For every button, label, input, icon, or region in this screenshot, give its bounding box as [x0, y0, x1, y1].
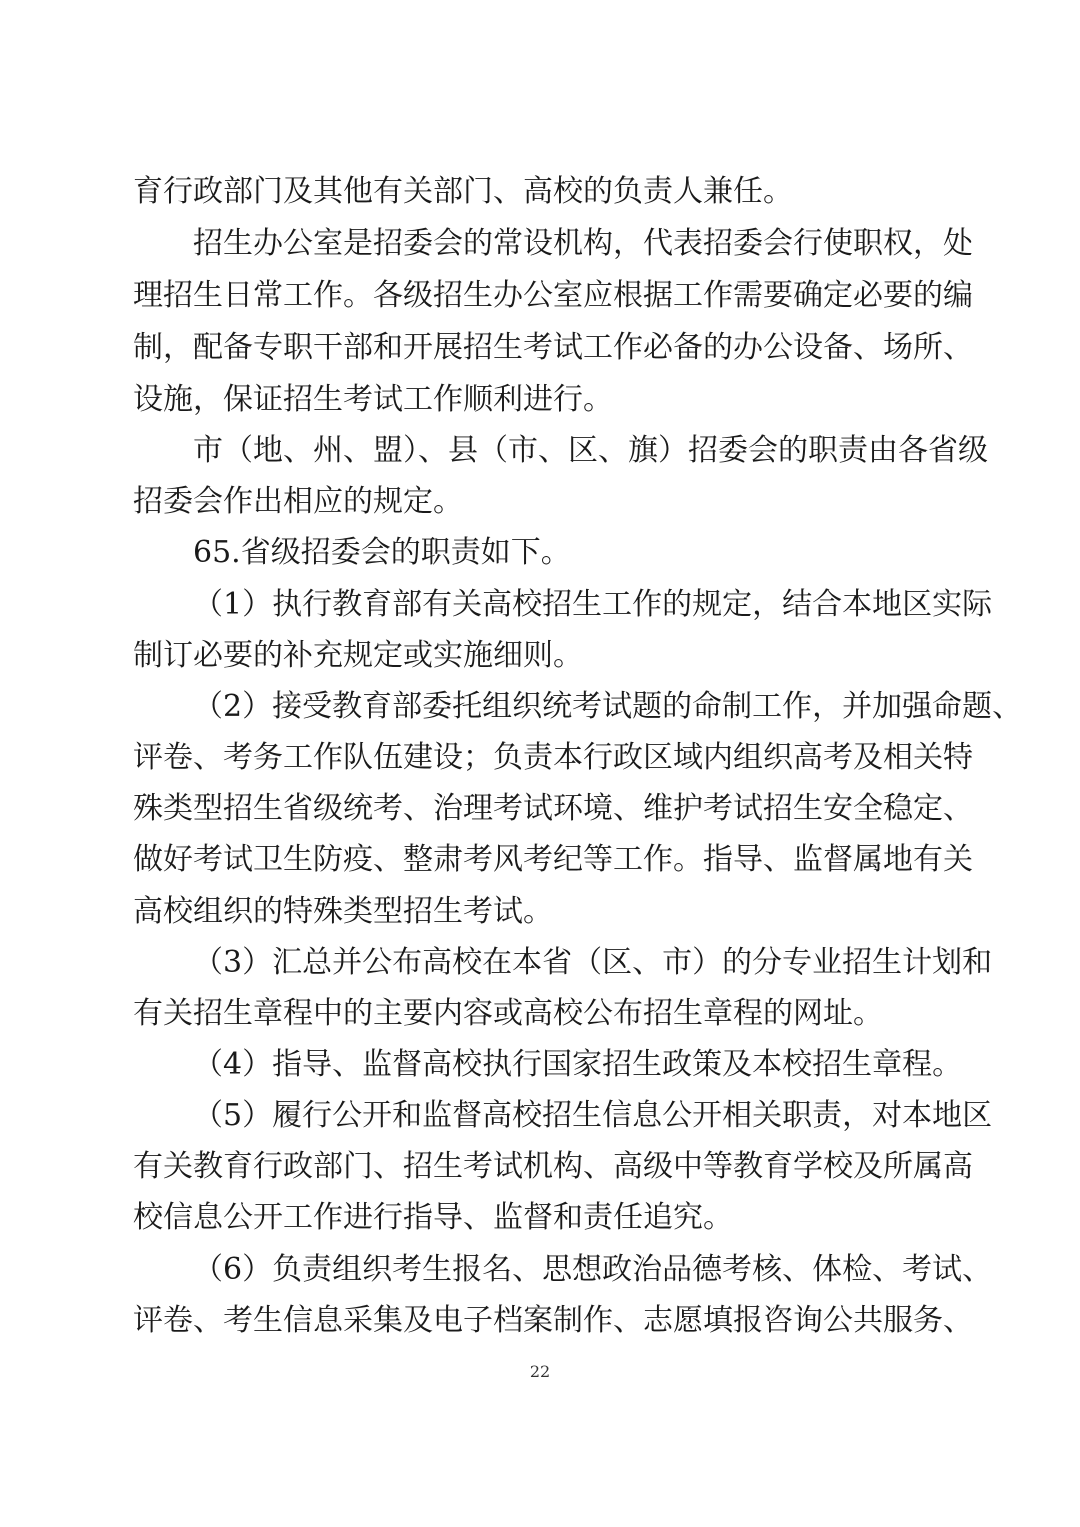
text-line: 有关教育行政部门、招生考试机构、高级中等教育学校及所属高 [133, 1149, 973, 1184]
text-line: 制，配备专职干部和开展招生考试工作必备的办公设备、场所、 [133, 330, 973, 365]
text-line: （4）指导、监督高校执行国家招生政策及本校招生章程。 [193, 1047, 963, 1082]
text-line: 有关招生章程中的主要内容或高校公布招生章程的网址。 [133, 996, 883, 1031]
text-line: （1）执行教育部有关高校招生工作的规定，结合本地区实际 [193, 587, 993, 622]
text-line: 招生办公室是招委会的常设机构，代表招委会行使职权，处 [193, 226, 973, 261]
text-line: （3）汇总并公布高校在本省（区、市）的分专业招生计划和 [193, 945, 993, 980]
text-line: 设施，保证招生考试工作顺利进行。 [133, 382, 613, 417]
text-line: 育行政部门及其他有关部门、高校的负责人兼任。 [133, 174, 793, 209]
text-line: 理招生日常工作。各级招生办公室应根据工作需要确定必要的编 [133, 278, 973, 313]
text-line: 做好考试卫生防疫、整肃考风考纪等工作。指导、监督属地有关 [133, 842, 973, 877]
page-number: 22 [529, 1362, 551, 1381]
text-line: （5）履行公开和监督高校招生信息公开相关职责，对本地区 [193, 1098, 993, 1133]
text-line: 殊类型招生省级统考、治理考试环境、维护考试招生安全稳定、 [133, 791, 973, 826]
text-line: 招委会作出相应的规定。 [133, 484, 463, 519]
text-line: 校信息公开工作进行指导、监督和责任追究。 [133, 1200, 733, 1235]
text-line: （6）负责组织考生报名、思想政治品德考核、体检、考试、 [193, 1252, 993, 1287]
text-line: 市（地、州、盟）、县（市、区、旗）招委会的职责由各省级 [193, 433, 988, 468]
text-line: 高校组织的特殊类型招生考试。 [133, 894, 553, 929]
text-line: （2）接受教育部委托组织统考试题的命制工作，并加强命题、 [193, 689, 1023, 724]
section-heading: 65.省级招委会的职责如下。 [193, 535, 571, 570]
text-line: 评卷、考务工作队伍建设；负责本行政区域内组织高考及相关特 [133, 740, 973, 775]
text-line: 评卷、考生信息采集及电子档案制作、志愿填报咨询公共服务、 [133, 1303, 973, 1338]
text-line: 制订必要的补充规定或实施细则。 [133, 638, 583, 673]
